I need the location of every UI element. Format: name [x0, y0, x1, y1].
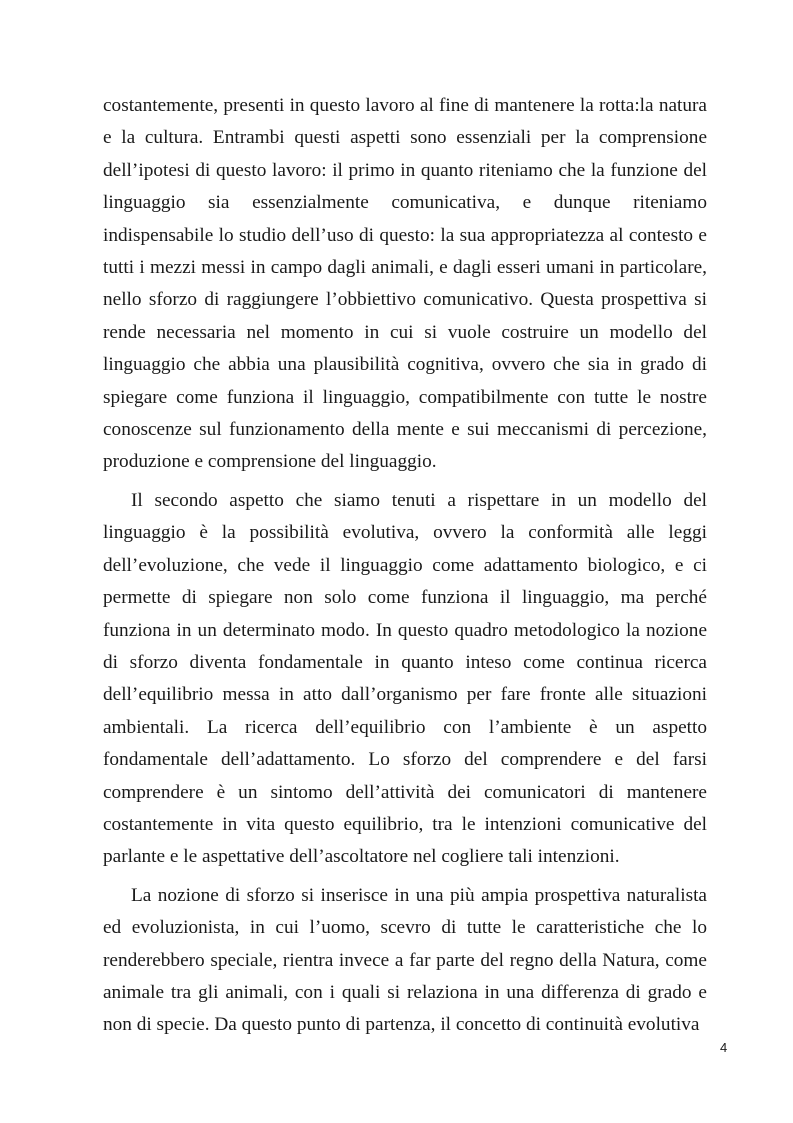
paragraph-3: La nozione di sforzo si inserisce in una più ampia prospettiva naturalista ed evoluzionista, in cui l’uomo, scevro di tutte le caratteristiche che lo renderebbero speciale, rientra invece a far parte del regno della Natura, come animale tra gli animali, con i quali si relaziona in una differenza di grado e non di specie. Da questo punto di partenza, il concetto di continuità evolutiva — [103, 884, 707, 1036]
page-number: 4 — [720, 1040, 728, 1055]
paragraph-1: costantemente, presenti in questo lavoro al fine di mantenere la rotta:la natura e la cultura. Entrambi questi aspetti sono essenziali per la comprensione dell’ipotesi di questo lavoro: il primo in quanto riteniamo che la funzione del linguaggio sia essenzialmente comunicativa, e dunque riteniamo indispensabile lo studio dell’uso di questo: la sua appropriatezza al contesto e tutti i mezzi messi in campo dagli animali, e dagli esseri umani in particolare, nello sforzo di raggiungere l’obbiettivo comunicativo. Questa prospettiva si rende necessaria nel momento in cui si vuole costruire un modello del linguaggio che abbia una plausibilità cognitiva, ovvero che sia in grado di spiegare come funziona il linguaggio, compatibilmente con tutte le nostre conoscenze sul funzionamento della mente e sui meccanismi di percezione, produzione e comprensione del linguaggio. — [103, 95, 707, 473]
paragraph-2: Il secondo aspetto che siamo tenuti a rispettare in un modello del linguaggio è la possibilità evolutiva, ovvero la conformità alle leggi dell’evoluzione, che vede il linguaggio come adattamento biologico, e ci permette di spiegare non solo come funziona il linguaggio, ma perché funziona in un determinato modo. In questo quadro metodologico la nozione di sforzo diventa fondamentale in quanto inteso come continua ricerca dell’equilibrio messa in atto dall’organismo per fare fronte alle situazioni ambientali. La ricerca dell’equilibrio con l’ambiente è un aspetto fondamentale dell’adattamento. Lo sforzo del comprendere e del farsi comprendere è un sintomo dell’attività dei comunicatori di mantenere costantemente in vita questo equilibrio, tra le intenzioni comunicative del parlante e le aspettative dell’ascoltatore nel cogliere tali intenzioni. — [103, 489, 707, 868]
body-text — [103, 90, 707, 1042]
